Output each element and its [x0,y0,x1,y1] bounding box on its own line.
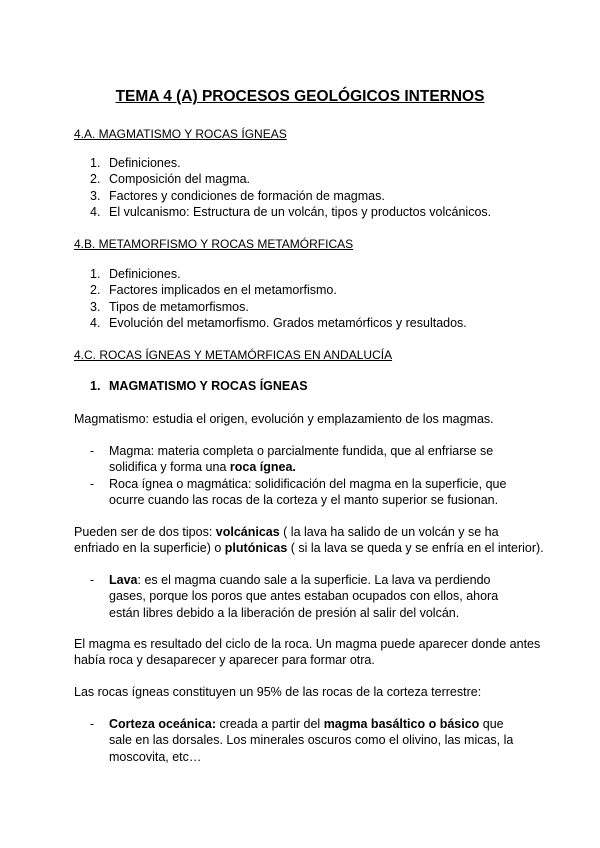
section-heading-a: 4.A. MAGMATISMO Y ROCAS ÍGNEAS [74,127,287,141]
list-item: 1. Definiciones. [90,156,181,170]
chapter-heading: 1. MAGMATISMO Y ROCAS ÍGNEAS [90,379,308,393]
list-item: - Lava: es el magma cuando sale a la superficie. La lava va perdiendo gases, porque los poros que antes estaban ocupados con ellos, ahora están libres debido a la liberación de presión al salir del volcán. [90,573,499,620]
section-heading-c: 4.C. ROCAS ÍGNEAS Y METAMÓRFICAS EN ANDALUCÍA [74,348,393,362]
list-item: - Corteza oceánica: creada a partir del magma basáltico o básico que sale en las dorsales. Los minerales oscuros como el olivino, las micas, la moscovita, etc… [90,717,514,764]
cycle-paragraph: El magma es resultado del ciclo de la roca. Un magma puede aparecer donde antes había roca y desaparecer y aparecer para formar otra. [74,637,541,668]
types-paragraph: Pueden ser de dos tipos: volcánicas ( la lava ha salido de un volcán y se ha enfriado en la superficie) o plutónicas ( si la lava se queda y se enfría en el interior). [74,525,544,556]
list-item: 4. El vulcanismo: Estructura de un volcán, tipos y productos volcánicos. [90,204,492,219]
list-item: 1. Definiciones. [90,267,181,281]
list-item: - Roca ígnea o magmática: solidificación del magma en la superficie, que ocurre cuando las rocas de la corteza y el manto superior se fusionan. [90,476,507,507]
page-title: TEMA 4 (A) PROCESOS GEOLÓGICOS INTERNOS [115,88,485,105]
lava-list [90,572,530,621]
list-item: 3. Factores y condiciones de formación de magmas. [90,188,385,203]
list-item: - Magma: materia completa o parcialmente fundida, que al enfriarse se solidifica y forma una roca ígnea. [90,444,494,475]
list-item: 2. Composición del magma. [90,172,251,187]
list-item: 3. Tipos de metamorfismos. [90,299,249,314]
percent-paragraph: Las rocas ígneas constituyen un 95% de las rocas de la corteza terrestre: [74,685,482,699]
section-heading-b: 4.B. METAMORFISMO Y ROCAS METAMÓRFICAS [74,237,354,251]
definitions-list [90,443,530,508]
section-a-list [90,155,491,220]
section-b-list [90,266,467,331]
intro-paragraph: Magmatismo: estudia el origen, evolución y emplazamiento de los magmas. [74,412,494,426]
list-item: 4. Evolución del metamorfismo. Grados metamórficos y resultados. [90,315,467,330]
crust-list [90,716,530,765]
list-item: 2. Factores implicados en el metamorfismo. [90,283,337,298]
